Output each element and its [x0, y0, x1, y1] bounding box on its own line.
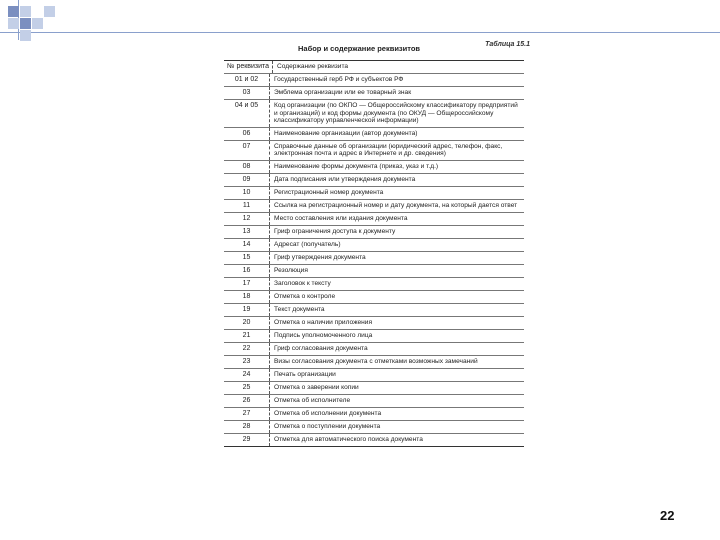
requisite-content: Ссылка на регистрационный номер и дату документа, на который дается ответ	[274, 201, 518, 209]
header-content: Содержание реквизита	[277, 63, 349, 70]
requisite-number: 20	[224, 317, 270, 329]
requisite-content: Подпись уполномоченного лица	[274, 331, 373, 339]
requisite-content: Гриф согласования документа	[274, 344, 368, 352]
requisite-number: 28	[224, 421, 270, 433]
requisite-number: 13	[224, 226, 270, 238]
requisite-content: Отметка о поступлении документа	[274, 422, 381, 430]
table-row	[224, 252, 524, 265]
requisite-content: Заголовок к тексту	[274, 279, 331, 287]
requisites-table	[224, 60, 524, 447]
table-row	[224, 265, 524, 278]
table-row	[224, 395, 524, 408]
table-row	[224, 369, 524, 382]
decoration-square	[8, 6, 19, 17]
table-row	[224, 200, 524, 213]
requisite-content: Наименование формы документа (приказ, указ и т.д.)	[274, 162, 439, 170]
table-row	[224, 343, 524, 356]
requisite-number: 25	[224, 382, 270, 394]
requisite-content: Эмблема организации или ее товарный знак	[274, 89, 412, 96]
requisite-content: Гриф ограничения доступа к документу	[274, 227, 396, 235]
requisite-content: Гриф утверждения документа	[274, 253, 366, 261]
table-row	[224, 421, 524, 434]
table-row	[224, 74, 524, 87]
requisite-content: Отметка о контроле	[274, 292, 336, 300]
decoration-square	[20, 30, 31, 41]
requisite-content: Дата подписания или утверждения документа	[274, 175, 416, 183]
requisite-content: Наименование организации (автор документа)	[274, 129, 418, 137]
table-row	[224, 187, 524, 200]
table-row	[224, 382, 524, 395]
requisite-number: 19	[224, 304, 270, 316]
page-number: 22	[660, 508, 675, 523]
requisite-number: 16	[224, 265, 270, 277]
requisite-number: 15	[224, 252, 270, 264]
decoration-square	[20, 18, 31, 29]
requisite-content: Адресат (получатель)	[274, 240, 341, 248]
requisite-content: Текст документа	[274, 305, 325, 313]
table-row	[224, 174, 524, 187]
scanned-document	[218, 34, 532, 534]
decoration-square	[20, 6, 31, 17]
table-row	[224, 408, 524, 421]
table-row	[224, 226, 524, 239]
table-row	[224, 317, 524, 330]
requisite-number: 09	[224, 174, 270, 186]
requisite-content: Отметка об исполнении документа	[274, 409, 382, 417]
table-row	[224, 304, 524, 317]
requisite-number: 03	[224, 87, 270, 99]
requisite-number: 22	[224, 343, 270, 355]
requisite-content: Резолюция	[274, 266, 308, 274]
table-row	[224, 239, 524, 252]
requisite-number: 29	[224, 434, 270, 446]
decoration-square	[44, 6, 55, 17]
requisite-content: Печать организации	[274, 370, 336, 378]
requisite-content: Отметка об исполнителе	[274, 396, 351, 404]
requisite-number: 26	[224, 395, 270, 407]
requisite-number: 01 и 02	[224, 74, 270, 86]
table-row	[224, 356, 524, 369]
requisite-content: Визы согласования документа с отметками возможных замечаний	[274, 357, 478, 365]
requisite-number: 04 и 05	[224, 100, 270, 127]
document-title: Набор и содержание реквизитов	[298, 44, 421, 53]
table-row	[224, 128, 524, 141]
table-header-row	[224, 61, 524, 74]
table-row	[224, 100, 524, 128]
table-row	[224, 87, 524, 100]
requisite-number: 06	[224, 128, 270, 140]
requisite-content: Место составления или издания документа	[274, 214, 408, 222]
requisite-number: 07	[224, 141, 270, 160]
requisite-content: Регистрационный номер документа	[274, 188, 384, 196]
requisite-content: Код организации (по ОКПО — Общероссийскому классификатору предприятий и организаций) и код формы документа (по ОКУД — Общероссийскому классификатору управленческой информации)	[274, 102, 518, 125]
header-number: № реквизита	[224, 61, 273, 73]
requisite-number: 18	[224, 291, 270, 303]
requisite-number: 21	[224, 330, 270, 342]
table-row	[224, 213, 524, 226]
table-caption: Таблица 15.1	[485, 41, 530, 48]
requisite-content: Отметка о заверении копии	[274, 383, 359, 391]
requisite-number: 27	[224, 408, 270, 420]
requisite-number: 23	[224, 356, 270, 368]
requisite-number: 12	[224, 213, 270, 225]
table-row	[224, 434, 524, 446]
decoration-square	[8, 18, 19, 29]
requisite-content: Отметка для автоматического поиска документа	[274, 435, 423, 443]
table-row	[224, 330, 524, 343]
requisite-content: Государственный герб РФ и субъектов РФ	[274, 76, 404, 83]
table-row	[224, 141, 524, 161]
requisite-number: 08	[224, 161, 270, 173]
requisite-number: 10	[224, 187, 270, 199]
table-row	[224, 161, 524, 174]
requisite-number: 17	[224, 278, 270, 290]
requisite-content: Отметка о наличии приложения	[274, 318, 373, 326]
decoration-square	[32, 18, 43, 29]
requisite-number: 14	[224, 239, 270, 251]
decoration-horizontal-line	[0, 32, 720, 33]
requisite-number: 24	[224, 369, 270, 381]
requisite-number: 11	[224, 200, 270, 212]
table-row	[224, 291, 524, 304]
table-row	[224, 278, 524, 291]
requisite-content: Справочные данные об организации (юридический адрес, телефон, факс, электронная почта и адрес в Интернете и др. сведения)	[274, 142, 503, 158]
